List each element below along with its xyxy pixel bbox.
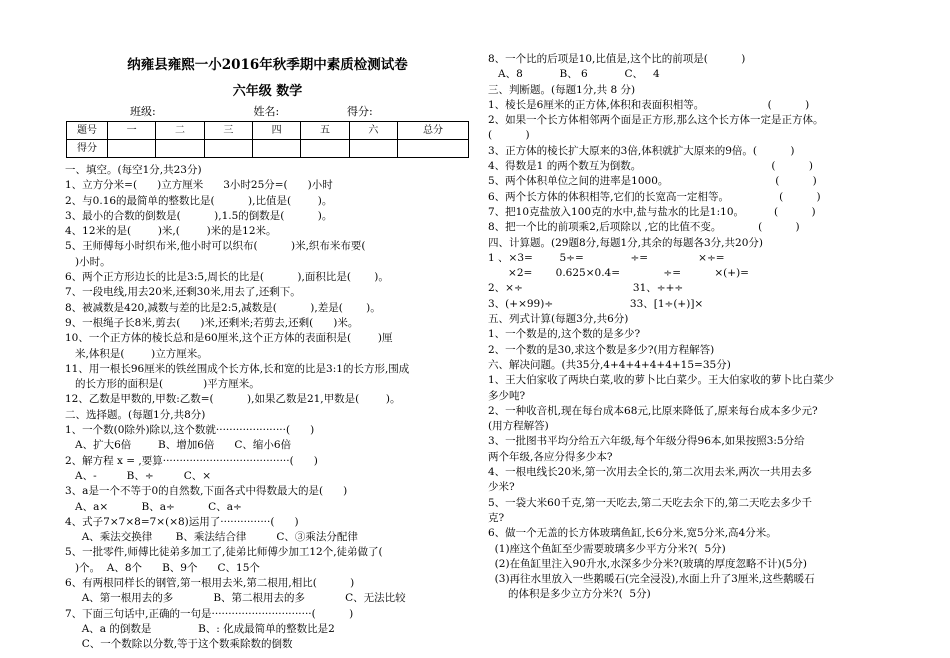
question-line: 8、被减数是420,减数与差的比是2:5,减数是( ),差是( )。 — [65, 301, 381, 314]
question-line: 6、两个正方形边长的比是3:5,周长的比是( ),面积比是( )。 — [65, 271, 389, 284]
right-column-questions — [488, 52, 928, 603]
question-line: (3)再往水里放入一些鹅暖石(完全浸没),水面上升了3厘米,这些鹅暖石 — [488, 573, 815, 586]
question-line: 米,体积是( )立方厘米。 — [65, 347, 208, 360]
question-line: 2、×÷ 31、÷+÷ — [488, 282, 684, 295]
question-line: A、a 的倒数是 B、: 化成最简单的整数比是2 — [65, 622, 335, 635]
question-line: 5、一袋大米60千克,第一天吃去,第二天吃去余下的,第二天吃去多少千 — [488, 496, 813, 509]
question-line: 11、用一根长96厘米的铁丝围成个长方体,长和宽的比是3:1的长方形,围成 — [65, 362, 410, 375]
question-line: (用方程解答) — [488, 420, 549, 433]
name-label: 姓名: — [253, 105, 280, 118]
question-line: 二、选择题。(每题1分,共8分) — [65, 408, 206, 421]
score-table-header: 二 — [156, 122, 204, 140]
score-table-header: 一 — [108, 122, 156, 140]
question-line: C、一个数除以分数,等于这个数乘除数的倒数 — [65, 638, 293, 651]
question-line: 1、棱长是6厘米的正方体,体积和表面积相等。 ( ) — [488, 98, 810, 111]
question-line: 的长方形的面积是( )平方厘米。 — [65, 378, 260, 391]
score-table-row-label: 得分 — [67, 140, 108, 158]
question-line: 12、乙数是甲数的,甲数:乙数=( ),如果乙数是21,甲数是( )。 — [65, 393, 401, 406]
question-line: )个。 A、8个 B、9个 C、15个 — [65, 561, 260, 574]
question-line: 4、一根电线长20米,第一次用去全长的,第二次用去米,两次一共用去多 — [488, 466, 813, 479]
question-line: 3、最小的合数的倒数是( ),1.5的倒数是( )。 — [65, 209, 333, 222]
question-line: 六、解决问题。(共35分,4+4+4+4+4+15=35分) — [488, 358, 731, 371]
page-subtitle: 六年级 数学 — [232, 84, 303, 99]
question-line: 3、一批图书平均分给五六年级,每个年级分得96本,如果按照3:5分给 — [488, 435, 805, 448]
question-line: 7、一段电线,用去20米,还剩30米,用去了,还剩下。 — [65, 286, 301, 299]
score-table-header: 四 — [252, 122, 300, 140]
question-line: 两个年级,各应分得多少本? — [488, 450, 613, 463]
question-line: 四、计算题。(29题8分,每题1分,其余的每题各3分,共20分) — [488, 236, 763, 249]
score-cell[interactable] — [301, 140, 349, 158]
question-line: 8、一个比的后项是10,比值是,这个比的前项是( ) — [488, 53, 746, 65]
question-line: 2、一个数的是30,求这个数是多少?(用方程解答) — [488, 343, 715, 356]
score-cell[interactable] — [252, 140, 300, 158]
question-line: A、扩大6倍 B、增加6倍 C、缩小6倍 — [65, 439, 292, 452]
question-line: 8、把一个比的前项乘2,后项除以 ,它的比值不变。 ( ) — [488, 221, 800, 234]
question-line: 6、有两根同样长的钢管,第一根用去米,第二根用,相比( ) — [65, 577, 355, 590]
question-line: 7、下面三句话中,正确的一句是······························( ) — [65, 607, 354, 620]
score-table-header: 总分 — [398, 122, 469, 140]
question-line: (1)座这个鱼缸至少需要玻璃多少平方分米?( 5分) — [488, 542, 726, 555]
question-line: 5、一批零件,师傅比徒弟多加工了,徒弟比师傅少加工12个,徒弟做了( — [65, 546, 383, 559]
question-line: 1、王大伯家收了两块白菜,收的萝卜比白菜少。王大伯家收的萝卜比白菜少 — [488, 374, 835, 387]
score-cell[interactable] — [108, 140, 156, 158]
score-table-score-row — [67, 140, 469, 158]
question-line: A、乘法交换律 B、乘法结合律 C、③乘法分配律 — [65, 531, 358, 544]
question-line: ×2= 0.625×0.4= ÷= ×(+)= — [488, 267, 749, 280]
question-line: 9、一根绳子长8米,剪去( )米,还剩米;若剪去,还剩( )米。 — [65, 316, 359, 329]
score-cell[interactable] — [156, 140, 204, 158]
question-line: 3、正方体的棱长扩大原来的3倍,体积就扩大原来的9倍。( ) — [488, 144, 795, 157]
question-line: 克? — [488, 511, 505, 524]
question-line: 4、12米的是( )米,( )米的是12米。 — [65, 225, 277, 238]
question-line: A、第一根用去的多 B、第二根用去的多 C、无法比较 — [65, 592, 406, 605]
question-line: 2、与0.16的最简单的整数比是( ),比值是( )。 — [65, 194, 333, 207]
question-line: 三、判断题。(每题1分,共 8 分) — [488, 83, 636, 96]
question-line: 3、(+×99)÷ 33、[1÷(+)]× — [488, 297, 704, 310]
question-line: (2)在鱼缸里注入90升水,水深多少分米?(玻璃的厚度忽略不计)(5分) — [488, 557, 807, 570]
question-line: 1、一个数是的,这个数的是多少? — [488, 328, 641, 341]
question-line: 6、两个长方体的体积相等,它们的长宽高一定相等。 ( ) — [488, 190, 821, 203]
score-cell[interactable] — [349, 140, 397, 158]
question-line: 2、如果一个长方体相邻两个面是正方形,那么这个长方体一定是正方体。 — [488, 114, 824, 127]
class-label: 班级: — [130, 105, 156, 118]
question-line: 7、把10克盐放入100克的水中,盐与盐水的比是1:10。 ( ) — [488, 205, 816, 218]
question-line: ( ) — [488, 129, 530, 142]
student-info-row — [130, 104, 470, 119]
question-line: 一、填空。(每空1分,共23分) — [65, 164, 202, 176]
question-line: 1、立方分米=( )立方厘米 3小时25分=( )小时 — [65, 179, 333, 192]
score-table-header: 六 — [349, 122, 397, 140]
page-title: 纳雍县雍熙一小2016年秋季期中素质检测试卷 — [127, 57, 408, 73]
question-line: A、- B、÷ C、× — [65, 469, 212, 482]
question-line: 4、式子7×7×8=7×(×8)运用了···············( ) — [65, 515, 299, 528]
question-line: 1、一个数(0除外)除以,这个数就·····················( ) — [65, 424, 315, 437]
question-line: 2、解方程 x = ,要算······································( ) — [65, 454, 318, 467]
question-line: 5、两个体积单位之间的进率是1000。 ( ) — [488, 175, 817, 188]
question-line: 的体积是多少立方分米?( 5分) — [488, 588, 651, 601]
score-table — [66, 121, 469, 158]
question-line: 1 、×3= 5÷= ÷= ×÷= — [488, 251, 725, 264]
question-line: 3、a是一个不等于0的自然数,下面各式中得数最大的是( ) — [65, 485, 348, 498]
question-line: 4、得数是1 的两个数互为倒数。 ( ) — [488, 160, 813, 173]
score-table-header: 题号 — [67, 122, 108, 140]
question-line: A、8 B、 6 C、 4 — [488, 68, 660, 81]
question-line: )小时。 — [65, 255, 111, 268]
question-line: 5、王师傅每小时织布米,他小时可以织布( )米,织布米布要( — [65, 240, 366, 253]
score-table-header: 三 — [204, 122, 252, 140]
question-line: 少米? — [488, 481, 515, 494]
question-line: 五、列式计算(每题3分,共6分) — [488, 313, 629, 326]
score-cell[interactable] — [398, 140, 469, 158]
question-line: 2、一种收音机,现在每台成本68元,比原来降低了,原来每台成本多少元? — [488, 404, 818, 417]
question-line: 多少吨? — [488, 389, 526, 402]
score-cell[interactable] — [204, 140, 252, 158]
question-line: A、a× B、a÷ C、a÷ — [65, 500, 242, 513]
score-label: 得分: — [347, 105, 373, 118]
left-column-questions — [65, 163, 470, 653]
question-line: 10、一个正方体的棱长总和是60厘米,这个正方体的表面积是( )厘 — [65, 332, 393, 345]
score-table-header: 五 — [301, 122, 349, 140]
score-table-header-row — [67, 122, 469, 140]
question-line: 6、做一个无盖的长方体玻璃鱼缸,长6分米,宽5分米,高4分米。 — [488, 527, 777, 540]
